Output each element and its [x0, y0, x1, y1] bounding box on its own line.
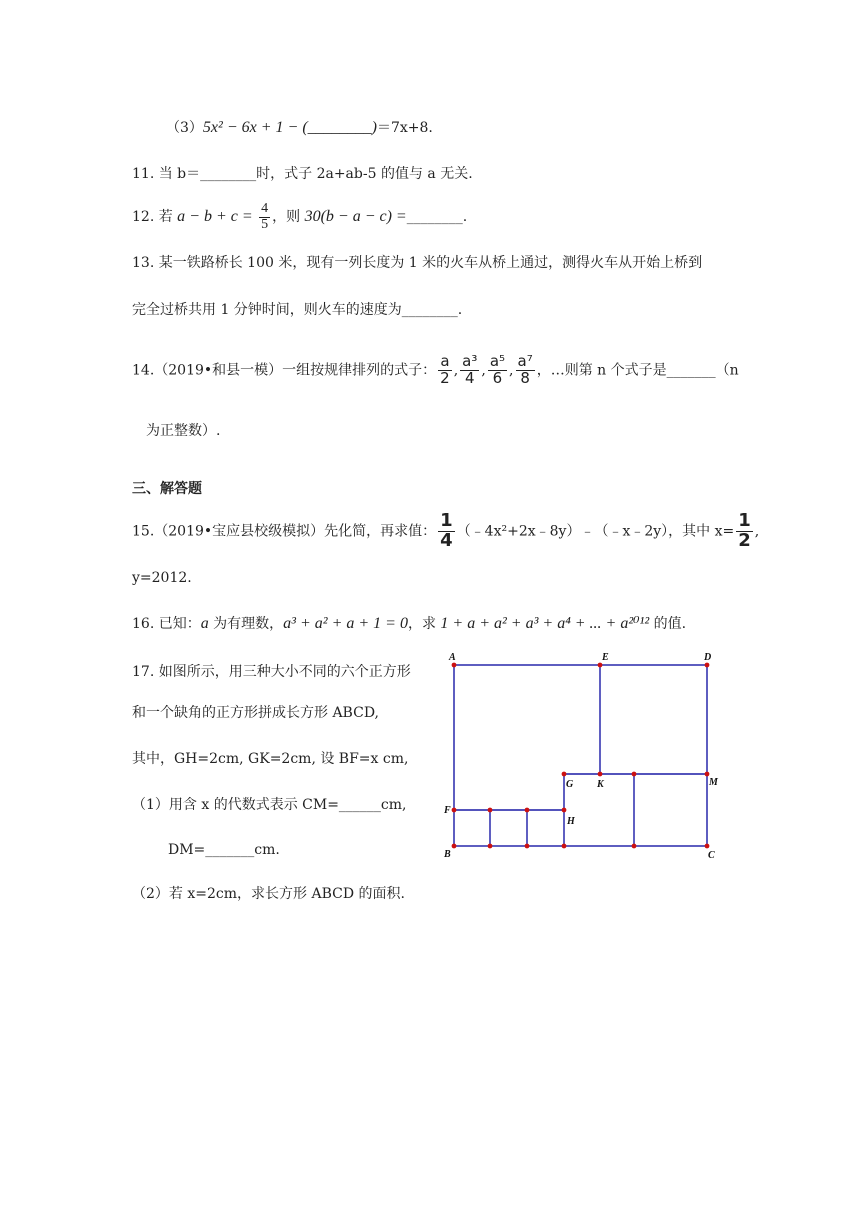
label-m: M [709, 777, 718, 788]
outer-rectangle [454, 665, 707, 846]
figure-lines [454, 665, 707, 846]
point-g [562, 772, 567, 777]
point-d [705, 663, 710, 668]
point-e [598, 663, 603, 668]
question-17-line1: 17. 如图所示，用三种大小不同的六个正方形 [132, 664, 411, 680]
label-k: K [597, 779, 604, 790]
label-e: E [602, 652, 609, 663]
q10-part3: （3）5x² − 6x + 1 − (________)＝7x+8. [166, 119, 433, 136]
point-mid-top [632, 772, 637, 777]
point-k [598, 772, 603, 777]
question-17-line3: 其中，GH=2cm, GK=2cm, 设 BF=x cm, [132, 751, 409, 767]
label-b: B [444, 849, 451, 860]
label-f: F [444, 805, 451, 816]
term-4: $\frac{\text{a⁷}}{8}$ [517, 352, 533, 387]
term-2: $\frac{\text{a³}}{4}$ [462, 352, 478, 387]
label-c: C [708, 850, 715, 861]
question-11: 11. 当 b＝________时，式子 2a+ab-5 的值与 a 无关. [132, 166, 473, 182]
question-15-line2: y=2012. [132, 570, 192, 586]
point-b1 [488, 844, 493, 849]
question-14-line2: 为正整数）. [146, 423, 221, 439]
label-h: H [567, 816, 575, 827]
term-1: $\frac{a}{2}$ [440, 352, 450, 387]
term-3: $\frac{\text{a⁵}}{6}$ [489, 352, 506, 387]
question-17-line2: 和一个缺角的正方形拼成长方形 ABCD, [132, 705, 379, 721]
question-17-part1-dm: DM=_______cm. [168, 842, 280, 858]
question-15: 15.（2019•宝应县校级模拟）先化简，再求值： $\frac{1}{4}$ （﹣4x²+2x﹣8y）﹣（﹣x﹣2y），其中 x= $\frac{1}{2}$ , [132, 510, 760, 551]
question-12: 12. 若 a − b + c = $\frac{4}{5}$ ，则 30(b − a − c) =________. [132, 201, 468, 232]
fraction-1-4: $\frac{1}{4}$ [440, 510, 453, 551]
point-f [452, 808, 457, 813]
point-b4 [632, 844, 637, 849]
point-b2 [525, 844, 530, 849]
label-d: D [704, 652, 712, 663]
label-a: A [449, 652, 456, 663]
label-g: G [566, 779, 574, 790]
fraction-4-5: $\frac{4}{5}$ [261, 201, 269, 232]
question-13-line2: 完全过桥共用 1 分钟时间，则火车的速度为________. [132, 302, 463, 318]
point-m [705, 772, 710, 777]
question-17-part1: （1）用含 x 的代数式表示 CM=______cm, [132, 797, 407, 813]
point-h [562, 808, 567, 813]
question-14: 14.（2019•和县一模）一组按规律排列的式子： $\frac{a}{2}$ , $\frac{\text{a³}}{4}$ , $\frac{\text{a⁵}}{6}$ , $\frac{\text{a⁷}}{8}$ ，…则第 n 个式子是_______（n [132, 352, 739, 387]
point-f1 [488, 808, 493, 813]
question-17-part2: （2）若 x=2cm，求长方形 ABCD 的面积. [132, 886, 405, 902]
point-f2 [525, 808, 530, 813]
fraction-1-2: $\frac{1}{2}$ [738, 510, 751, 551]
question-16: 16. 已知：a 为有理数，a³ + a² + a + 1 = 0，求 1 + a + a² + a³ + a⁴ + ... + a²⁰¹² 的值. [132, 615, 687, 632]
question-13-line1: 13. 某一铁路桥长 100 米，现有一列长度为 1 米的火车从桥上通过，测得火车从开始上桥到 [132, 255, 703, 271]
rectangle-abcd-figure [440, 648, 730, 866]
point-b3 [562, 844, 567, 849]
point-c [705, 844, 710, 849]
point-b [452, 844, 457, 849]
point-a [452, 663, 457, 668]
section-heading: 三、解答题 [132, 481, 202, 497]
figure-labels [443, 652, 719, 861]
